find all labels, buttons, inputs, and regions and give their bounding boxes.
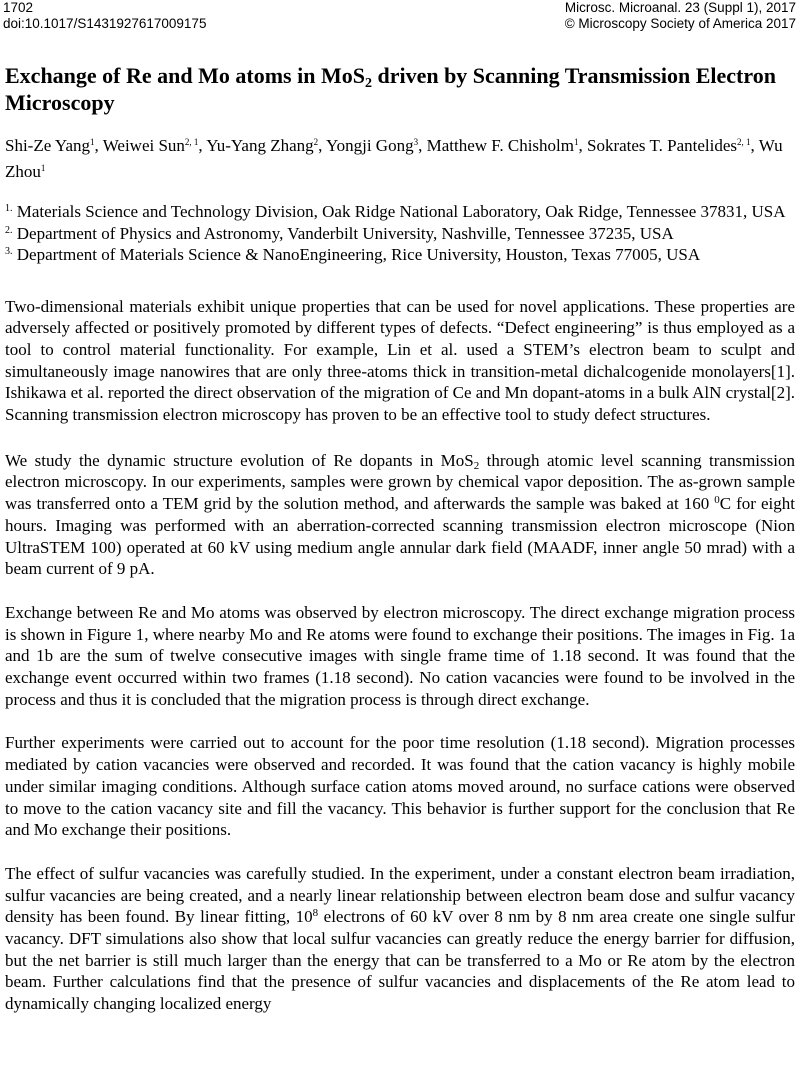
author-separator: , <box>750 136 759 155</box>
affiliation-mark: 3. <box>5 246 13 257</box>
text-run: through atomic level scanning transmission electron microscopy. In our experiments, samples were grown by chemical vapor deposition. The as-grown sample was transferred onto a TEM grid by the solution method, and afterwards the sample was baked at 160 <box>5 450 795 514</box>
text-run: C for eight hours. Imaging was performed with an aberration-corrected scanning transmission electron microscope (Nion UltraSTEM 100) operated at 60 kV using medium angle annular dark field (MAADF, inner angle 50 mrad) with a beam current of 9 pA. <box>5 494 795 579</box>
author-separator: , <box>198 136 207 155</box>
page-number: 1702 <box>3 0 34 15</box>
doi: doi:10.1017/S1431927617009175 <box>3 16 207 31</box>
author-separator: , <box>578 136 587 155</box>
affiliation <box>5 244 795 266</box>
author: Yongji Gong <box>326 136 414 155</box>
author: Shi-Ze Yang <box>5 136 91 155</box>
subscript: 2 <box>473 459 480 472</box>
superscript: 0 <box>714 494 720 507</box>
author: Matthew F. Chisholm <box>426 136 574 155</box>
body-paragraph-2 <box>5 450 795 580</box>
affiliations <box>5 201 795 266</box>
title-part-1: Exchange of Re and Mo atoms in MoS <box>5 63 365 88</box>
author: Weiwei Sun <box>102 136 185 155</box>
superscript: 8 <box>312 907 319 920</box>
body-paragraph-4: Further experiments were carried out to account for the poor time resolution (1.18 second). Migration processes mediated by cation vacancies were observed and recorded. It was found that the cation vacancy is highly mobile under similar imaging conditions. Although surface cation atoms moved around, no surface cations were observed to move to the cation vacancy site and fill the vacancy. This behavior is further support for the conclusion that Re and Mo exchange their positions. <box>5 733 795 840</box>
author: Wu Zhou <box>5 136 783 181</box>
text-run: electrons of 60 kV over 8 nm by 8 nm area create one single sulfur vacancy. DFT simulations also show that local sulfur vacancies can greatly reduce the energy barrier for diffusion, but the net barrier is still much larger than the energy that can be transferred to a Mo or Re atom by the electron beam. Further calculations find that the presence of sulfur vacancies and displacements of the Re atom lead to dynamically changing localized energy <box>5 907 795 1014</box>
affiliation <box>5 201 795 223</box>
author-affiliation: 2, 1 <box>184 137 199 147</box>
affiliation <box>5 223 795 245</box>
affiliation-mark: 1. <box>5 203 13 214</box>
author-affiliation: 1 <box>40 163 46 173</box>
author: Yu-Yang Zhang <box>206 136 314 155</box>
author-affiliation: 1 <box>574 137 579 147</box>
copyright: © Microscopy Society of America 2017 <box>564 16 796 31</box>
journal-citation: Microsc. Microanal. 23 (Suppl 1), 2017 <box>564 0 796 15</box>
article <box>5 62 795 1037</box>
affiliation-text: Materials Science and Technology Division, Oak Ridge National Laboratory, Oak Ridge, Tennessee 37831, USA <box>16 202 786 221</box>
header-right <box>565 0 796 32</box>
body-paragraph-5 <box>5 863 795 1015</box>
affiliation-mark: 2. <box>5 224 13 236</box>
title-subscript: 2 <box>364 76 372 91</box>
author-separator: , <box>94 136 103 155</box>
header-left <box>3 0 206 32</box>
affiliation-text: Department of Materials Science & NanoEngineering, Rice University, Houston, Texas 77005, USA <box>16 245 701 264</box>
running-header <box>0 0 800 34</box>
author-separator: , <box>418 136 427 155</box>
text-run: The effect of sulfur vacancies was carefully studied. In the experiment, under a constant electron beam irradiation, sulfur vacancies are being created, and a nearly linear relationship between electron beam dose and sulfur vacancy density has been found. By linear fitting, 10 <box>5 863 795 927</box>
body-paragraph-3: Exchange between Re and Mo atoms was observed by electron microscopy. The direct exchange migration process is shown in Figure 1, where nearby Mo and Re atoms were found to exchange their positions. The images in Fig. 1a and 1b are the sum of twelve consecutive images with single frame time of 1.18 second. It was found that the exchange event occurred within two frames (1.18 second). No cation vacancies were found to be involved in the process and thus it is concluded that the migration process is through direct exchange. <box>5 602 795 709</box>
author-affiliation: 1 <box>90 137 95 147</box>
paper-title <box>5 62 795 116</box>
affiliation-text: Department of Physics and Astronomy, Vanderbilt University, Nashville, Tennessee 37235, USA <box>16 223 674 243</box>
text-run: We study the dynamic structure evolution of Re dopants in MoS <box>5 450 474 470</box>
author: Sokrates T. Pantelides <box>587 136 737 155</box>
author-affiliation: 3 <box>413 137 419 147</box>
body-paragraph-1: Two-dimensional materials exhibit unique properties that can be used for novel applications. These properties are adversely affected or positively promoted by different types of defects. “Defect engineering” is thus employed as a tool to control material functionality. For example, Lin et al. used a STEM’s electron beam to sculpt and simultaneously image nanowires that are only three-atoms thick in transition-metal dichalcogenide monolayers[1]. Ishikawa et al. reported the direct observation of the migration of Ce and Mn dopant-atoms in a bulk AlN crystal[2]. Scanning transmission electron microscopy has proven to be an effective tool to study defect structures. <box>5 296 795 425</box>
author-affiliation: 2, 1 <box>737 137 751 147</box>
author-separator: , <box>318 136 327 155</box>
author-list <box>5 133 795 185</box>
author-affiliation: 2 <box>313 137 319 147</box>
title-part-2: driven by Scanning Transmission Electron Microscopy <box>5 63 776 115</box>
